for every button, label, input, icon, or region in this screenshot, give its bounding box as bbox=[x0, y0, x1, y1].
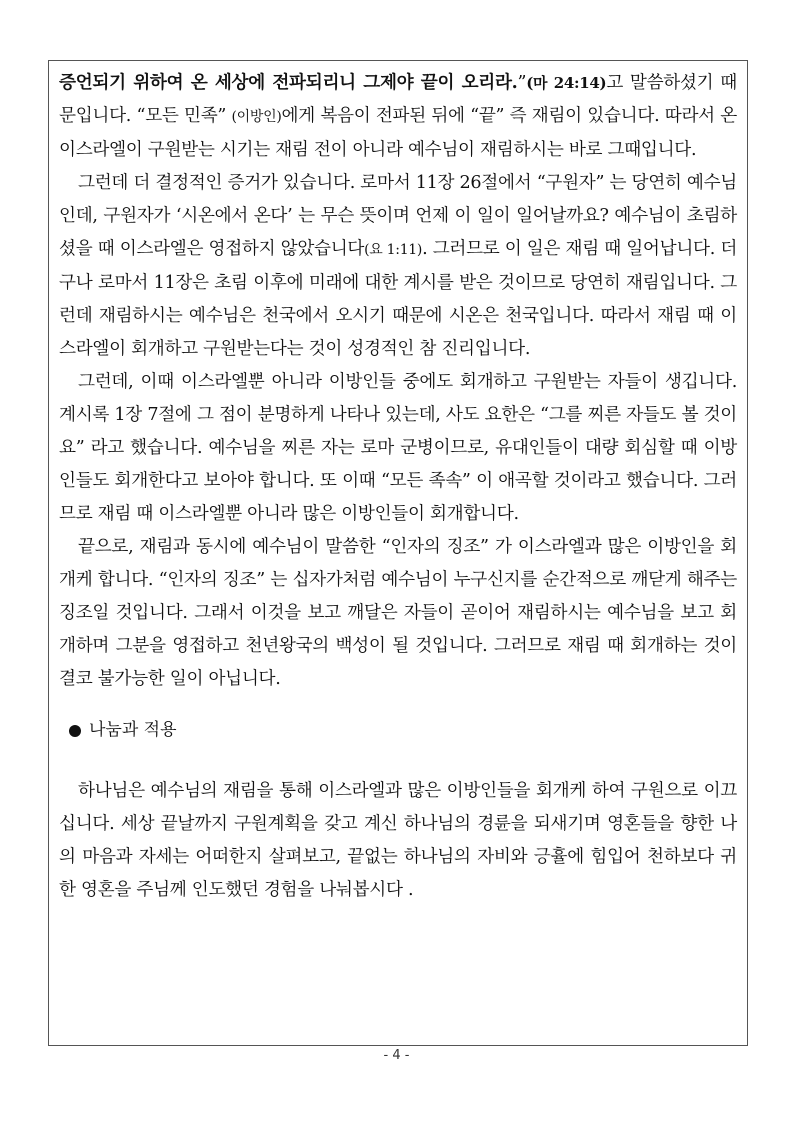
paragraph-application: 하나님은 예수님의 재림을 통해 이스라엘과 많은 이방인들을 회개케 하여 구원으로 이끄십니다. 세상 끝날까지 구원계획을 갖고 계신 하나님의 경륜을 되새기며 영혼들을 향한 나의 마음과 자세는 어떠한지 살펴보고, 끝없는 하나님의 자비와 긍휼에 힘입어 천하보다 귀한 영혼을 주님께 인도했던 경험을 나눠봅시다 . bbox=[59, 781, 737, 900]
verse-quote: 증언되기 위하여 온 세상에 전파되리니 그제야 끝이 오리라. bbox=[59, 72, 518, 93]
paragraph-verse-explanation bbox=[59, 66, 737, 167]
paragraph-text: 고 말씀하셨기 때문입니다. “모든 민족” bbox=[59, 73, 737, 126]
gentiles-note: (이방인) bbox=[231, 109, 282, 125]
paragraph-text: 에게 복음이 전파된 뒤에 “끝” 즉 재림이 있습니다. 따라서 온 이스라엘이 구원받는 시기는 재림 전이 아니라 예수님이 재림하시는 바로 그때입니다. bbox=[59, 106, 737, 160]
paragraph-text: 그런데 더 결정적인 증거가 있습니다. 로마서 11장 26절에서 “구원자” 는 당연히 예수님인데, 구원자가 ‘시온에서 온다’ 는 무슨 뜻이며 언제 이 일이 일어날까요? 예수님이 초림하셨을 때 이스라엘은 영접하지 않았습니다 bbox=[59, 173, 737, 259]
paragraph-gentiles-repent: 그런데, 이때 이스라엘뿐 아니라 이방인들 중에도 회개하고 구원받는 자들이 생깁니다. 계시록 1장 7절에 그 점이 분명하게 나타나 있는데, 사도 요한은 “그를 찌른 자들도 볼 것이요” 라고 했습니다. 예수님을 찌른 자는 로마 군병이므로, 유대인들이 대량 회심할 때 이방인들도 회개한다고 보아야 합니다. 또 이때 “모든 족속” 이 애곡할 것이라고 했습니다. 그러므로 재림 때 이스라엘뿐 아니라 많은 이방인들이 회개합니다. bbox=[59, 372, 737, 524]
filled-circle-bullet-icon bbox=[69, 725, 81, 737]
paragraph-decisive-evidence bbox=[59, 167, 737, 366]
section-heading-label: 나눔과 적용 bbox=[89, 720, 177, 740]
page-number: - 4 - bbox=[383, 1048, 410, 1063]
paragraph-text: . 그러므로 이 일은 재림 때 일어납니다. 더구나 로마서 11장은 초림 이후에 미래에 대한 계시를 받은 것이므로 당연히 재림입니다. 그런데 재림하시는 예수님은 천국에서 오시기 때문에 시온은 천국입니다. 따라서 재림 때 이스라엘이 회개하고 구원받는다는 것이 성경적인 참 진리입니다. bbox=[59, 239, 738, 359]
paragraph-sign-of-son-of-man: 끝으로, 재림과 동시에 예수님이 말씀한 “인자의 징조” 가 이스라엘과 많은 이방인을 회개케 합니다. “인자의 징조” 는 십자가처럼 예수님이 누구신지를 순간적으로 깨닫게 해주는 징조일 것입니다. 그래서 이것을 보고 깨달은 자들이 곧이어 재림하시는 예수님을 보고 회개하며 그분을 영접하고 천년왕국의 백성이 될 것입니다. 그러므로 재림 때 회개하는 것이 결코 불가능한 일이 아닙니다. bbox=[59, 537, 737, 689]
verse-reference: (마 24:14) bbox=[526, 74, 607, 92]
section-heading bbox=[59, 714, 737, 747]
content-frame bbox=[48, 60, 748, 1046]
verse-close-quote: ” bbox=[517, 73, 527, 93]
spacer bbox=[59, 747, 737, 775]
john-reference: (요 1:11) bbox=[364, 242, 423, 258]
